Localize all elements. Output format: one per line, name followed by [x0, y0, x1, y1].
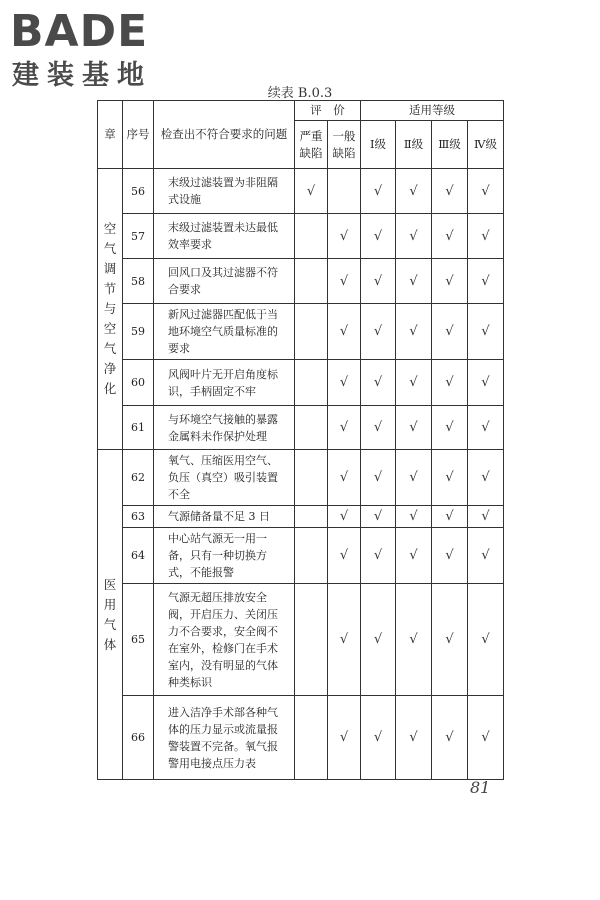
grade-3-cell — [432, 696, 468, 780]
grade-4-cell — [468, 169, 504, 214]
check-mark: √ — [481, 183, 490, 199]
grade-3-cell — [432, 214, 468, 259]
check-mark: √ — [339, 730, 349, 745]
issue-text: 氧气、压缩医用空气、负压（真空）吸引装置不全 — [154, 450, 295, 506]
general-cell — [328, 214, 361, 259]
page-number: 81 — [470, 778, 491, 797]
logo-brand-text: BADE — [10, 6, 149, 57]
row-number: 65 — [123, 584, 154, 696]
header-general: 一般缺陷 — [328, 121, 361, 169]
grade-4-cell — [468, 528, 504, 584]
row-number: 58 — [123, 259, 154, 304]
check-mark: √ — [445, 324, 454, 339]
brand-logo — [10, 6, 180, 92]
chapter-label: 空气调节与空气净化 — [103, 221, 117, 396]
chapter-cell — [98, 450, 123, 780]
severe-cell — [295, 214, 328, 259]
check-mark: √ — [373, 509, 383, 524]
logo-subtitle: 建装基地 — [12, 60, 152, 91]
general-cell — [328, 259, 361, 304]
issue-text: 回风口及其过滤器不符合要求 — [154, 259, 295, 304]
check-mark: √ — [339, 548, 349, 563]
check-mark: √ — [481, 420, 490, 435]
check-mark: √ — [339, 375, 349, 390]
check-mark: √ — [445, 183, 454, 199]
check-mark: √ — [339, 509, 349, 524]
check-mark: √ — [445, 548, 454, 563]
general-cell — [328, 450, 361, 506]
header-seq: 序号 — [123, 101, 154, 169]
check-mark: √ — [373, 228, 383, 244]
check-mark: √ — [339, 273, 349, 289]
table-row — [98, 584, 504, 696]
table-row — [98, 304, 504, 360]
table-body — [98, 169, 504, 780]
severe-cell — [295, 696, 328, 780]
grade-3-cell — [432, 528, 468, 584]
check-mark: √ — [481, 470, 490, 485]
grade-4-cell — [468, 406, 504, 450]
header-evaluation: 评 价 — [295, 101, 361, 121]
header-severe: 严重缺陷 — [295, 121, 328, 169]
grade-1-cell — [361, 259, 396, 304]
grade-2-cell — [396, 528, 432, 584]
row-number: 57 — [123, 214, 154, 259]
general-cell — [328, 169, 361, 214]
severe-cell — [295, 406, 328, 450]
severe-cell — [295, 360, 328, 406]
table-row — [98, 214, 504, 259]
grade-3-cell — [432, 360, 468, 406]
header-grade-2: Ⅱ级 — [396, 121, 432, 169]
check-mark: √ — [409, 420, 418, 435]
table-row — [98, 259, 504, 304]
table-caption: 续表 B.0.3 — [267, 86, 333, 101]
check-mark: √ — [445, 420, 454, 435]
header-issue: 检查出不符合要求的问题 — [154, 101, 295, 169]
grade-2-cell — [396, 696, 432, 780]
check-mark: √ — [445, 730, 454, 745]
check-mark: √ — [373, 730, 383, 745]
grade-2-cell — [396, 360, 432, 406]
grade-3-cell — [432, 406, 468, 450]
check-mark: √ — [481, 324, 490, 339]
header-grade-3: Ⅲ级 — [432, 121, 468, 169]
check-mark: √ — [445, 273, 454, 289]
check-mark: √ — [409, 273, 418, 289]
grade-4-cell — [468, 506, 504, 528]
row-number: 60 — [123, 360, 154, 406]
issue-text: 与环境空气接触的暴露金属料未作保护处理 — [154, 406, 295, 450]
grade-2-cell — [396, 450, 432, 506]
check-mark: √ — [339, 324, 349, 339]
check-mark: √ — [481, 509, 490, 524]
row-number: 62 — [123, 450, 154, 506]
check-mark: √ — [373, 548, 383, 563]
check-mark: √ — [409, 632, 418, 647]
severe-cell — [295, 259, 328, 304]
header-grade-4: Ⅳ级 — [468, 121, 504, 169]
general-cell — [328, 584, 361, 696]
check-mark: √ — [445, 228, 454, 244]
issue-text: 末级过滤装置为非阻隔式设施 — [154, 169, 295, 214]
check-mark: √ — [409, 730, 418, 745]
table-row — [98, 450, 504, 506]
issue-text: 中心站气源无一用一备，只有一种切换方式，不能报警 — [154, 528, 295, 584]
general-cell — [328, 304, 361, 360]
grade-1-cell — [361, 214, 396, 259]
row-number: 64 — [123, 528, 154, 584]
check-mark: √ — [409, 470, 418, 485]
issue-text: 气源储备量不足 3 日 — [154, 506, 295, 528]
check-mark: √ — [373, 183, 383, 199]
check-mark: √ — [481, 228, 490, 244]
issue-text: 新风过滤器匹配低于当地环境空气质量标准的要求 — [154, 304, 295, 360]
check-mark: √ — [445, 509, 454, 524]
check-mark: √ — [339, 228, 349, 244]
row-number: 61 — [123, 406, 154, 450]
check-mark: √ — [373, 324, 383, 339]
general-cell — [328, 360, 361, 406]
table-row — [98, 360, 504, 406]
grade-2-cell — [396, 584, 432, 696]
check-mark: √ — [306, 183, 316, 199]
check-mark: √ — [409, 375, 418, 390]
grade-1-cell — [361, 506, 396, 528]
check-mark: √ — [409, 183, 418, 199]
grade-2-cell — [396, 169, 432, 214]
grade-1-cell — [361, 450, 396, 506]
grade-3-cell — [432, 304, 468, 360]
table-row — [98, 528, 504, 584]
grade-4-cell — [468, 360, 504, 406]
check-mark: √ — [445, 470, 454, 485]
check-mark: √ — [373, 632, 383, 647]
header-grade-1: Ⅰ级 — [361, 121, 396, 169]
issue-text: 风阀叶片无开启角度标识，手柄固定不牢 — [154, 360, 295, 406]
table-row — [98, 506, 504, 528]
grade-1-cell — [361, 169, 396, 214]
check-mark: √ — [339, 632, 349, 647]
header-chapter: 章 — [98, 101, 123, 169]
grade-4-cell — [468, 584, 504, 696]
grade-1-cell — [361, 360, 396, 406]
check-mark: √ — [481, 548, 490, 563]
check-mark: √ — [409, 228, 418, 244]
grade-3-cell — [432, 169, 468, 214]
severe-cell — [295, 169, 328, 214]
grade-4-cell — [468, 450, 504, 506]
table-row — [98, 406, 504, 450]
grade-1-cell — [361, 528, 396, 584]
header-applicable: 适用等级 — [361, 101, 504, 121]
check-mark: √ — [373, 375, 383, 390]
table-row — [98, 696, 504, 780]
check-mark: √ — [481, 273, 490, 289]
grade-1-cell — [361, 406, 396, 450]
check-mark: √ — [409, 509, 418, 524]
grade-4-cell — [468, 696, 504, 780]
grade-2-cell — [396, 304, 432, 360]
issue-text: 末级过滤装置未达最低效率要求 — [154, 214, 295, 259]
row-number: 66 — [123, 696, 154, 780]
severe-cell — [295, 528, 328, 584]
row-number: 63 — [123, 506, 154, 528]
grade-1-cell — [361, 584, 396, 696]
grade-2-cell — [396, 506, 432, 528]
check-mark: √ — [481, 632, 490, 647]
grade-3-cell — [432, 584, 468, 696]
general-cell — [328, 528, 361, 584]
grade-2-cell — [396, 406, 432, 450]
grade-4-cell — [468, 259, 504, 304]
check-mark: √ — [445, 632, 454, 647]
severe-cell — [295, 304, 328, 360]
check-mark: √ — [339, 420, 349, 435]
chapter-cell — [98, 169, 123, 450]
issue-text: 进入洁净手术部各种气体的压力显示或流量报警装置不完备。氧气报警用电接点压力表 — [154, 696, 295, 780]
check-mark: √ — [409, 548, 418, 563]
check-mark: √ — [445, 375, 454, 390]
row-number: 56 — [123, 169, 154, 214]
table-row — [98, 169, 504, 214]
check-mark: √ — [373, 470, 383, 485]
check-mark: √ — [409, 324, 418, 339]
severe-cell — [295, 506, 328, 528]
grade-4-cell — [468, 214, 504, 259]
general-cell — [328, 406, 361, 450]
issue-text: 气源无超压排放安全阀，开启压力、关闭压力不合要求，安全阀不在室外，检修门在手术室内，没有明显的气体种类标识 — [154, 584, 295, 696]
general-cell — [328, 506, 361, 528]
severe-cell — [295, 584, 328, 696]
grade-3-cell — [432, 506, 468, 528]
chapter-label: 医用气体 — [103, 576, 117, 652]
general-cell — [328, 696, 361, 780]
grade-3-cell — [432, 450, 468, 506]
check-mark: √ — [373, 420, 383, 435]
grade-3-cell — [432, 259, 468, 304]
grade-4-cell — [468, 304, 504, 360]
check-mark: √ — [481, 375, 490, 390]
inspection-table — [97, 100, 504, 780]
severe-cell — [295, 450, 328, 506]
grade-1-cell — [361, 696, 396, 780]
check-mark: √ — [339, 470, 349, 485]
check-mark: √ — [373, 273, 383, 289]
grade-2-cell — [396, 214, 432, 259]
row-number: 59 — [123, 304, 154, 360]
grade-1-cell — [361, 304, 396, 360]
grade-2-cell — [396, 259, 432, 304]
check-mark: √ — [481, 730, 490, 745]
